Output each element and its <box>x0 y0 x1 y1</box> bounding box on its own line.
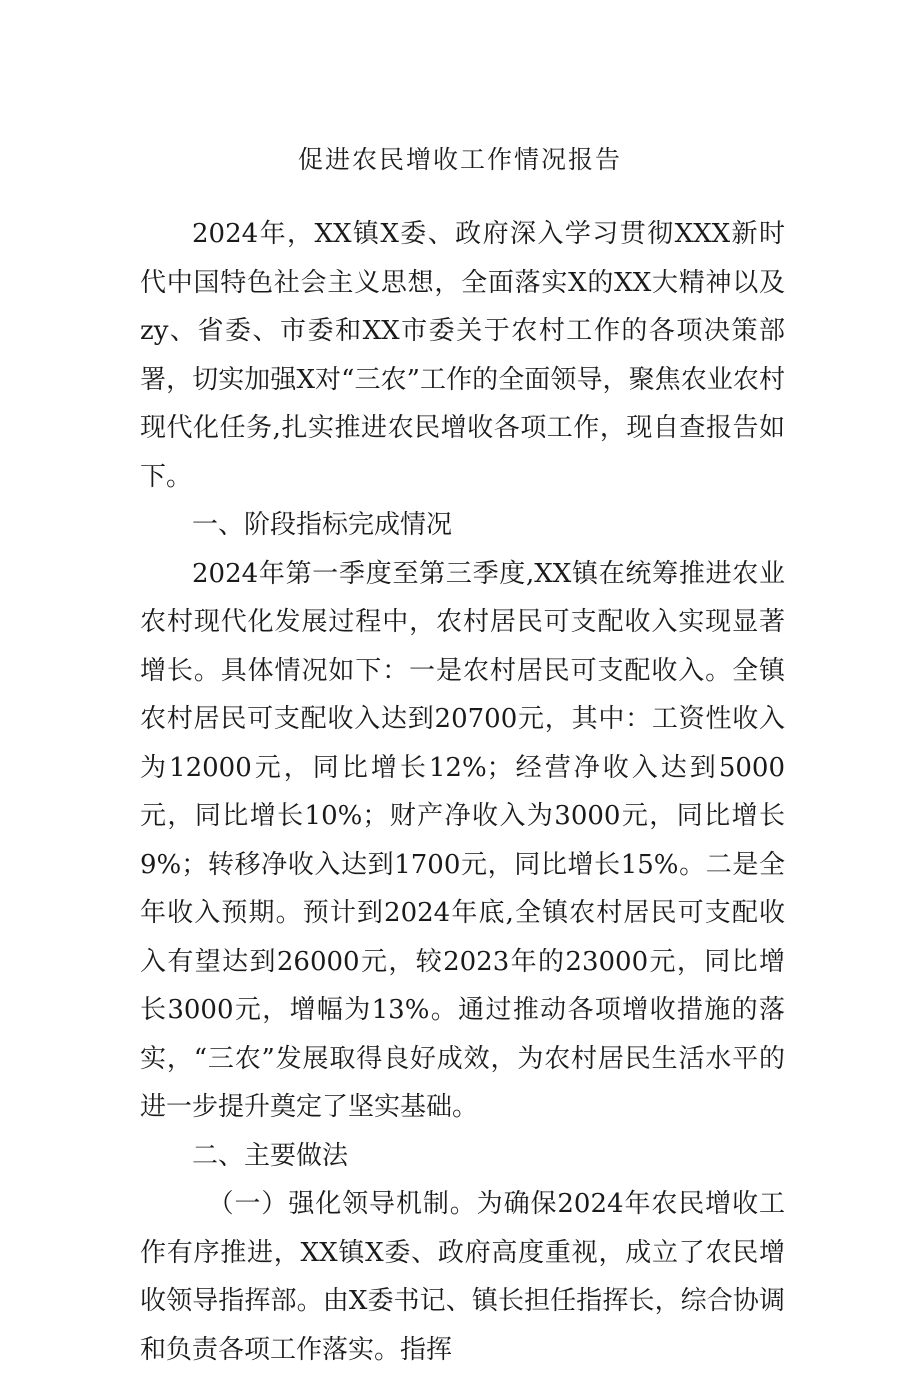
section-heading-2: 二、主要做法 <box>192 1140 349 1171</box>
document-title: 促进农民增收工作情况报告 <box>297 145 622 174</box>
document-body <box>140 210 785 1374</box>
section-1-paragraph: 2024年第一季度至第三季度,XX镇在统筹推进农业农村现代化发展过程中，农村居民可支配收入实现显著增长。具体情况如下：一是农村居民可支配收入。全镇农村居民可支配收入达到20700元，其中：工资性收入为12000元，同比增长12%；经营净收入达到5000元，同比增长10%；财产净收入为3000元，同比增长9%；转移净收入达到1700元，同比增长15%。二是全年收入预期。预计到2024年底,全镇农村居民可支配收入有望达到26000元，较2023年的23000元，同比增长3000元，增幅为13%。通过推动各项增收措施的落实，“三农”发展取得良好成效，为农村居民生活水平的进一步提升奠定了坚实基础。 <box>140 558 785 1122</box>
subsection-1-paragraph: （一）强化领导机制。为确保2024年农民增收工作有序推进，XX镇X委、政府高度重视，成立了农民增收领导指挥部。由X委书记、镇长担任指挥长，综合协调和负责各项工作落实。指挥 <box>140 1189 785 1365</box>
section-heading-1: 一、阶段指标完成情况 <box>192 510 453 540</box>
intro-paragraph: 2024年，XX镇X委、政府深入学习贯彻XXX新时代中国特色社会主义思想，全面落实X的XX大精神以及zy、省委、市委和XX市委关于农村工作的各项决策部署，切实加强X对“三农”工作的全面领导，聚焦农业农村现代化任务,扎实推进农民增收各项工作，现自查报告如下。 <box>140 219 785 492</box>
